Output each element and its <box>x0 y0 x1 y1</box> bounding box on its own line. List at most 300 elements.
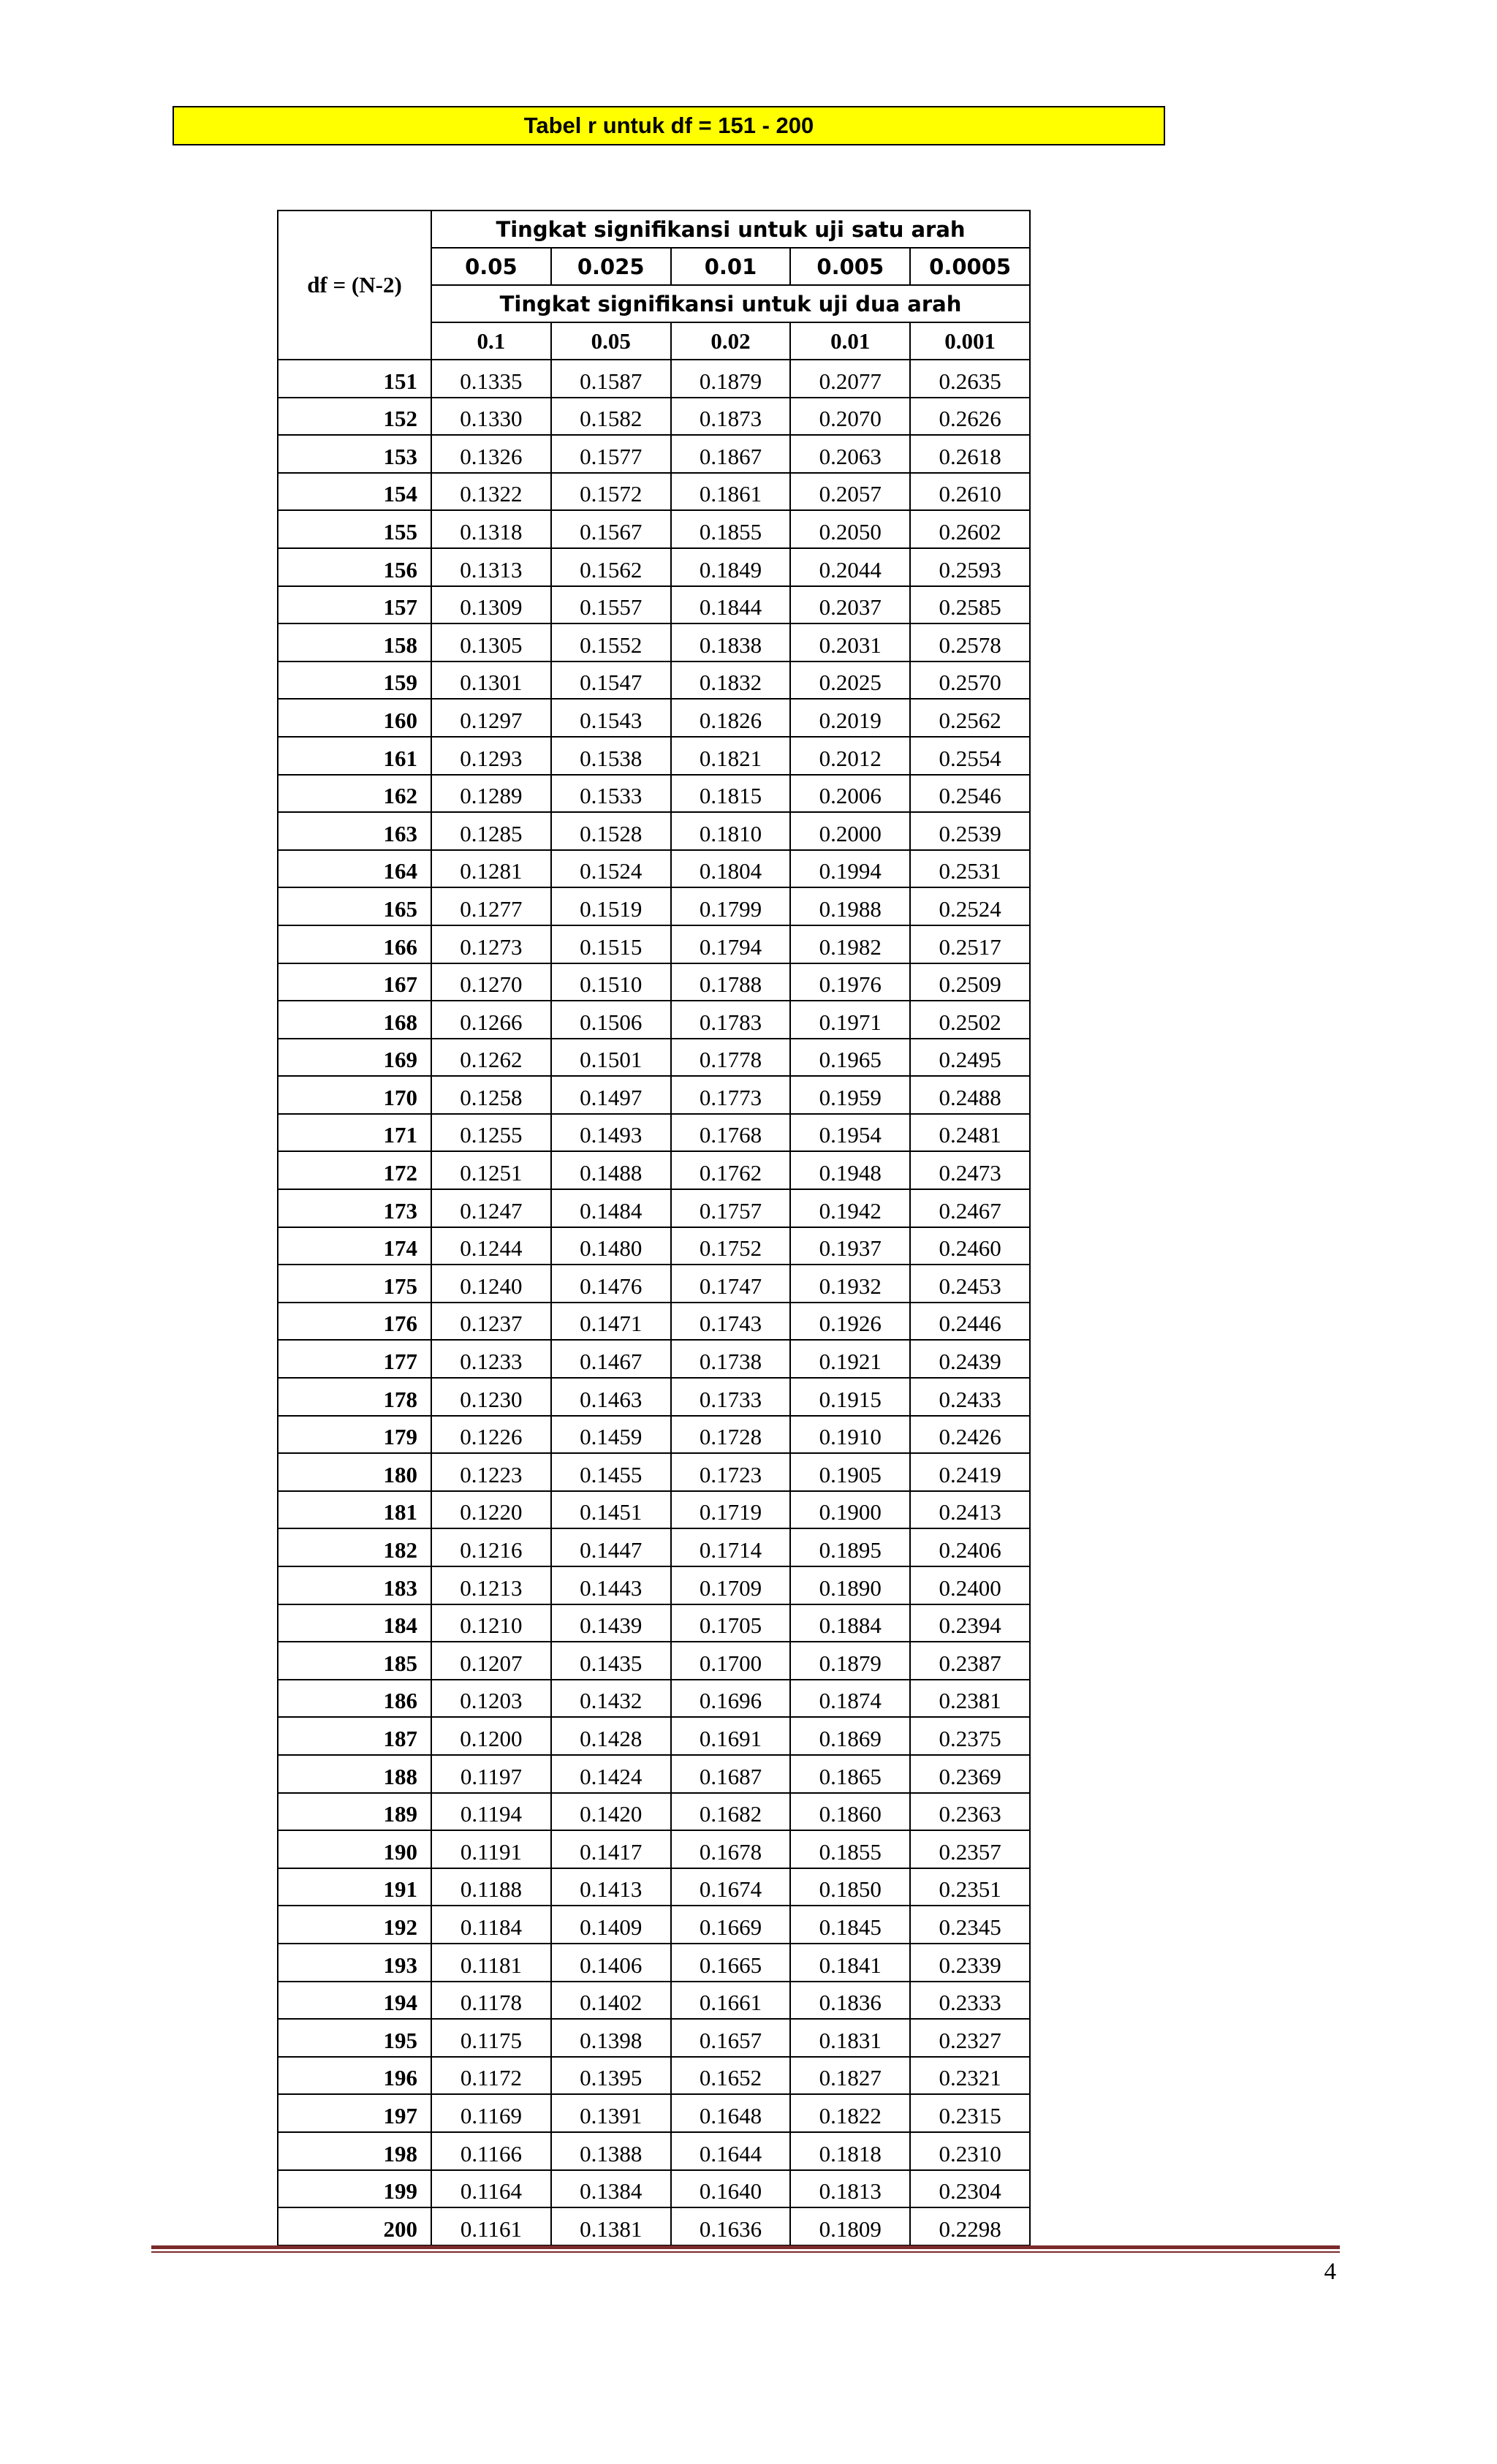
r-value: 0.1932 <box>790 1265 910 1303</box>
table-row <box>278 1566 1030 1604</box>
r-value: 0.1921 <box>790 1340 910 1378</box>
r-value: 0.1873 <box>671 398 791 436</box>
table-row <box>278 1453 1030 1491</box>
r-value: 0.1747 <box>671 1265 791 1303</box>
r-value: 0.1971 <box>790 1001 910 1039</box>
table-row <box>278 510 1030 548</box>
df-value: 191 <box>278 1868 431 1906</box>
r-value: 0.2488 <box>910 1076 1030 1114</box>
r-value: 0.1277 <box>431 887 551 925</box>
r-value: 0.1273 <box>431 925 551 963</box>
r-value: 0.1733 <box>671 1378 791 1416</box>
df-value: 181 <box>278 1491 431 1529</box>
r-value: 0.1330 <box>431 398 551 436</box>
r-value: 0.1822 <box>790 2094 910 2132</box>
two-tail-level: 0.02 <box>671 322 791 360</box>
r-value: 0.1213 <box>431 1566 551 1604</box>
r-value: 0.1728 <box>671 1416 791 1454</box>
df-value: 166 <box>278 925 431 963</box>
r-value: 0.1773 <box>671 1076 791 1114</box>
table-row <box>278 1227 1030 1265</box>
table-row <box>278 360 1030 398</box>
r-value: 0.1709 <box>671 1566 791 1604</box>
df-value: 153 <box>278 435 431 473</box>
r-value: 0.1582 <box>551 398 671 436</box>
r-value: 0.2524 <box>910 887 1030 925</box>
r-value: 0.1237 <box>431 1303 551 1341</box>
r-value: 0.2333 <box>910 1982 1030 2020</box>
r-value: 0.2546 <box>910 775 1030 813</box>
r-value: 0.2446 <box>910 1303 1030 1341</box>
df-value: 176 <box>278 1303 431 1341</box>
df-value: 195 <box>278 2019 431 2057</box>
table-row <box>278 887 1030 925</box>
r-value: 0.2439 <box>910 1340 1030 1378</box>
r-value: 0.2610 <box>910 473 1030 511</box>
df-value: 196 <box>278 2057 431 2095</box>
r-value: 0.2570 <box>910 662 1030 700</box>
r-value: 0.1439 <box>551 1604 671 1642</box>
df-value: 169 <box>278 1039 431 1077</box>
r-value: 0.2394 <box>910 1604 1030 1642</box>
r-value: 0.1200 <box>431 1717 551 1755</box>
r-value: 0.1810 <box>671 812 791 850</box>
r-value: 0.2019 <box>790 699 910 737</box>
r-value: 0.1197 <box>431 1755 551 1793</box>
r-value: 0.2006 <box>790 775 910 813</box>
one-tail-label: Tingkat signifikansi untuk uji satu arah <box>431 211 1030 248</box>
r-value: 0.1838 <box>671 623 791 662</box>
r-value: 0.2473 <box>910 1151 1030 1189</box>
df-value: 193 <box>278 1944 431 1982</box>
table-row <box>278 1378 1030 1416</box>
r-value: 0.1207 <box>431 1642 551 1680</box>
table-row <box>278 435 1030 473</box>
r-value: 0.2635 <box>910 360 1030 398</box>
df-value: 157 <box>278 586 431 624</box>
r-value: 0.1657 <box>671 2019 791 2057</box>
r-value: 0.1557 <box>551 586 671 624</box>
r-value: 0.1948 <box>790 1151 910 1189</box>
df-header: df = (N-2) <box>278 211 431 360</box>
r-value: 0.1813 <box>790 2170 910 2208</box>
table-row <box>278 1868 1030 1906</box>
r-value: 0.2406 <box>910 1528 1030 1566</box>
df-value: 198 <box>278 2132 431 2170</box>
df-value: 184 <box>278 1604 431 1642</box>
r-value: 0.1384 <box>551 2170 671 2208</box>
r-value: 0.1926 <box>790 1303 910 1341</box>
r-value: 0.1178 <box>431 1982 551 2020</box>
df-value: 165 <box>278 887 431 925</box>
r-value: 0.1297 <box>431 699 551 737</box>
r-value: 0.1954 <box>790 1114 910 1152</box>
r-value: 0.1164 <box>431 2170 551 2208</box>
table-row <box>278 1340 1030 1378</box>
table-row <box>278 1528 1030 1566</box>
r-value: 0.1181 <box>431 1944 551 1982</box>
table-row <box>278 1944 1030 1982</box>
r-value: 0.1293 <box>431 737 551 775</box>
table-row <box>278 1982 1030 2020</box>
r-value: 0.1915 <box>790 1378 910 1416</box>
r-value: 0.1640 <box>671 2170 791 2208</box>
df-value: 151 <box>278 360 431 398</box>
r-value: 0.1166 <box>431 2132 551 2170</box>
df-value: 180 <box>278 1453 431 1491</box>
r-value: 0.1175 <box>431 2019 551 2057</box>
df-value: 200 <box>278 2207 431 2245</box>
df-value: 183 <box>278 1566 431 1604</box>
r-value: 0.2351 <box>910 1868 1030 1906</box>
df-value: 163 <box>278 812 431 850</box>
r-value: 0.2025 <box>790 662 910 700</box>
one-tail-level: 0.0005 <box>910 248 1030 285</box>
r-value: 0.1519 <box>551 887 671 925</box>
r-value: 0.1172 <box>431 2057 551 2095</box>
table-row <box>278 1717 1030 1755</box>
table-row <box>278 2019 1030 2057</box>
df-value: 154 <box>278 473 431 511</box>
r-value: 0.1678 <box>671 1830 791 1868</box>
r-value: 0.1831 <box>790 2019 910 2057</box>
r-value: 0.2369 <box>910 1755 1030 1793</box>
df-value: 172 <box>278 1151 431 1189</box>
r-value: 0.1562 <box>551 548 671 586</box>
r-value: 0.1669 <box>671 1906 791 1944</box>
r-value: 0.2031 <box>790 623 910 662</box>
r-value: 0.2495 <box>910 1039 1030 1077</box>
df-value: 155 <box>278 510 431 548</box>
df-value: 197 <box>278 2094 431 2132</box>
r-value: 0.2626 <box>910 398 1030 436</box>
r-value: 0.1510 <box>551 963 671 1001</box>
r-value: 0.1533 <box>551 775 671 813</box>
table-row <box>278 1151 1030 1189</box>
document-title: Tabel r untuk df = 151 - 200 <box>173 106 1165 145</box>
r-value: 0.1266 <box>431 1001 551 1039</box>
df-value: 162 <box>278 775 431 813</box>
footer-rule-thin <box>151 2251 1340 2253</box>
r-value: 0.1937 <box>790 1227 910 1265</box>
r-value: 0.1322 <box>431 473 551 511</box>
r-value: 0.1493 <box>551 1114 671 1152</box>
table-row <box>278 1793 1030 1831</box>
table-row <box>278 737 1030 775</box>
r-value: 0.2562 <box>910 699 1030 737</box>
r-value: 0.2453 <box>910 1265 1030 1303</box>
df-value: 168 <box>278 1001 431 1039</box>
r-value: 0.1714 <box>671 1528 791 1566</box>
r-value: 0.2298 <box>910 2207 1030 2245</box>
r-value: 0.1827 <box>790 2057 910 2095</box>
table-row <box>278 1114 1030 1152</box>
r-value: 0.1652 <box>671 2057 791 2095</box>
table-row <box>278 1642 1030 1680</box>
r-value: 0.1309 <box>431 586 551 624</box>
r-value: 0.1305 <box>431 623 551 662</box>
table-row <box>278 548 1030 586</box>
r-value: 0.1783 <box>671 1001 791 1039</box>
r-value: 0.1417 <box>551 1830 671 1868</box>
table-row <box>278 963 1030 1001</box>
r-value: 0.1497 <box>551 1076 671 1114</box>
r-value: 0.1826 <box>671 699 791 737</box>
r-value: 0.1910 <box>790 1416 910 1454</box>
df-value: 158 <box>278 623 431 662</box>
two-tail-level: 0.001 <box>910 322 1030 360</box>
r-value: 0.1665 <box>671 1944 791 1982</box>
r-value: 0.1799 <box>671 887 791 925</box>
r-value: 0.1515 <box>551 925 671 963</box>
r-value: 0.2413 <box>910 1491 1030 1529</box>
r-value: 0.1723 <box>671 1453 791 1491</box>
r-value: 0.1682 <box>671 1793 791 1831</box>
r-value: 0.1395 <box>551 2057 671 2095</box>
r-value: 0.1216 <box>431 1528 551 1566</box>
r-value: 0.1524 <box>551 850 671 888</box>
r-value: 0.1965 <box>790 1039 910 1077</box>
r-value: 0.2502 <box>910 1001 1030 1039</box>
r-value: 0.1258 <box>431 1076 551 1114</box>
r-value: 0.1705 <box>671 1604 791 1642</box>
r-value: 0.1874 <box>790 1680 910 1718</box>
r-value: 0.1648 <box>671 2094 791 2132</box>
r-value: 0.2315 <box>910 2094 1030 2132</box>
r-value: 0.1844 <box>671 586 791 624</box>
r-value: 0.2363 <box>910 1793 1030 1831</box>
r-value: 0.1552 <box>551 623 671 662</box>
r-value: 0.1223 <box>431 1453 551 1491</box>
r-value: 0.2531 <box>910 850 1030 888</box>
r-value: 0.1443 <box>551 1566 671 1604</box>
table-row <box>278 1189 1030 1227</box>
one-tail-level: 0.05 <box>431 248 551 285</box>
one-tail-level: 0.025 <box>551 248 671 285</box>
r-value: 0.2433 <box>910 1378 1030 1416</box>
r-value: 0.1994 <box>790 850 910 888</box>
r-value: 0.1388 <box>551 2132 671 2170</box>
r-value: 0.1841 <box>790 1944 910 1982</box>
r-value: 0.1409 <box>551 1906 671 1944</box>
r-value: 0.2381 <box>910 1680 1030 1718</box>
r-value: 0.1567 <box>551 510 671 548</box>
r-value: 0.1432 <box>551 1680 671 1718</box>
df-value: 189 <box>278 1793 431 1831</box>
r-value: 0.2037 <box>790 586 910 624</box>
r-value: 0.1836 <box>790 1982 910 2020</box>
r-value: 0.1420 <box>551 1793 671 1831</box>
r-value: 0.1988 <box>790 887 910 925</box>
r-value: 0.1402 <box>551 1982 671 2020</box>
r-value: 0.1247 <box>431 1189 551 1227</box>
r-value: 0.1818 <box>790 2132 910 2170</box>
r-value: 0.1976 <box>790 963 910 1001</box>
r-value: 0.2304 <box>910 2170 1030 2208</box>
df-value: 171 <box>278 1114 431 1152</box>
df-value: 192 <box>278 1906 431 1944</box>
r-value: 0.1879 <box>790 1642 910 1680</box>
r-value: 0.1743 <box>671 1303 791 1341</box>
df-value: 199 <box>278 2170 431 2208</box>
r-value: 0.2057 <box>790 473 910 511</box>
r-value: 0.2339 <box>910 1944 1030 1982</box>
table-row <box>278 1416 1030 1454</box>
r-value: 0.1220 <box>431 1491 551 1529</box>
r-value: 0.1285 <box>431 812 551 850</box>
r-value: 0.2070 <box>790 398 910 436</box>
df-value: 178 <box>278 1378 431 1416</box>
r-value: 0.1577 <box>551 435 671 473</box>
df-value: 159 <box>278 662 431 700</box>
r-value: 0.1644 <box>671 2132 791 2170</box>
r-value: 0.1459 <box>551 1416 671 1454</box>
r-value: 0.1636 <box>671 2207 791 2245</box>
table-row <box>278 398 1030 436</box>
table-row <box>278 623 1030 662</box>
r-value: 0.2517 <box>910 925 1030 963</box>
table-row <box>278 1039 1030 1077</box>
r-value: 0.1424 <box>551 1755 671 1793</box>
r-value: 0.1255 <box>431 1114 551 1152</box>
df-value: 175 <box>278 1265 431 1303</box>
r-value: 0.1476 <box>551 1265 671 1303</box>
r-table <box>277 210 1031 2246</box>
r-value: 0.1240 <box>431 1265 551 1303</box>
r-value: 0.2321 <box>910 2057 1030 2095</box>
r-value: 0.1467 <box>551 1340 671 1378</box>
r-value: 0.1905 <box>790 1453 910 1491</box>
table-row <box>278 699 1030 737</box>
table-row <box>278 473 1030 511</box>
r-value: 0.1696 <box>671 1680 791 1718</box>
two-tail-level: 0.05 <box>551 322 671 360</box>
r-value: 0.1528 <box>551 812 671 850</box>
r-value: 0.1194 <box>431 1793 551 1831</box>
r-value: 0.2400 <box>910 1566 1030 1604</box>
table-row <box>278 812 1030 850</box>
r-value: 0.2310 <box>910 2132 1030 2170</box>
r-value: 0.2539 <box>910 812 1030 850</box>
table-row <box>278 1680 1030 1718</box>
r-value: 0.1809 <box>790 2207 910 2245</box>
r-value: 0.1850 <box>790 1868 910 1906</box>
r-value: 0.1301 <box>431 662 551 700</box>
two-tail-level: 0.01 <box>790 322 910 360</box>
table-row <box>278 775 1030 813</box>
r-value: 0.2000 <box>790 812 910 850</box>
r-value: 0.2375 <box>910 1717 1030 1755</box>
r-value: 0.1865 <box>790 1755 910 1793</box>
two-tail-level: 0.1 <box>431 322 551 360</box>
r-value: 0.1778 <box>671 1039 791 1077</box>
df-value: 187 <box>278 1717 431 1755</box>
r-value: 0.2554 <box>910 737 1030 775</box>
table-row <box>278 2170 1030 2208</box>
r-value: 0.1587 <box>551 360 671 398</box>
r-value: 0.1869 <box>790 1717 910 1755</box>
r-value: 0.1788 <box>671 963 791 1001</box>
r-value: 0.2012 <box>790 737 910 775</box>
r-value: 0.1738 <box>671 1340 791 1378</box>
r-value: 0.1884 <box>790 1604 910 1642</box>
r-value: 0.1435 <box>551 1642 671 1680</box>
r-value: 0.1506 <box>551 1001 671 1039</box>
df-value: 161 <box>278 737 431 775</box>
r-value: 0.1942 <box>790 1189 910 1227</box>
r-value: 0.1406 <box>551 1944 671 1982</box>
table-row <box>278 1906 1030 1944</box>
r-value: 0.1543 <box>551 699 671 737</box>
r-value: 0.1855 <box>671 510 791 548</box>
r-value: 0.2387 <box>910 1642 1030 1680</box>
r-value: 0.1191 <box>431 1830 551 1868</box>
df-value: 173 <box>278 1189 431 1227</box>
df-value: 186 <box>278 1680 431 1718</box>
r-value: 0.2426 <box>910 1416 1030 1454</box>
r-value: 0.1244 <box>431 1227 551 1265</box>
df-value: 170 <box>278 1076 431 1114</box>
r-value: 0.1335 <box>431 360 551 398</box>
r-value: 0.2481 <box>910 1114 1030 1152</box>
table-row <box>278 1491 1030 1529</box>
df-value: 182 <box>278 1528 431 1566</box>
r-value: 0.1804 <box>671 850 791 888</box>
r-value: 0.1572 <box>551 473 671 511</box>
r-value: 0.1233 <box>431 1340 551 1378</box>
r-value: 0.1169 <box>431 2094 551 2132</box>
r-value: 0.1752 <box>671 1227 791 1265</box>
table-row <box>278 1265 1030 1303</box>
r-value: 0.1488 <box>551 1151 671 1189</box>
r-value: 0.2509 <box>910 963 1030 1001</box>
r-value: 0.2345 <box>910 1906 1030 1944</box>
r-value: 0.1861 <box>671 473 791 511</box>
r-value: 0.1959 <box>790 1076 910 1114</box>
df-value: 174 <box>278 1227 431 1265</box>
r-value: 0.1471 <box>551 1303 671 1341</box>
r-value: 0.1867 <box>671 435 791 473</box>
r-value: 0.2063 <box>790 435 910 473</box>
r-value: 0.1226 <box>431 1416 551 1454</box>
df-value: 179 <box>278 1416 431 1454</box>
df-value: 190 <box>278 1830 431 1868</box>
r-value: 0.2460 <box>910 1227 1030 1265</box>
page-number: 4 <box>1324 2259 1336 2285</box>
table-row <box>278 1604 1030 1642</box>
table-row <box>278 1830 1030 1868</box>
r-value: 0.1890 <box>790 1566 910 1604</box>
r-value: 0.2044 <box>790 548 910 586</box>
table-row <box>278 1076 1030 1114</box>
df-value: 152 <box>278 398 431 436</box>
r-value: 0.1413 <box>551 1868 671 1906</box>
table-row <box>278 586 1030 624</box>
r-value: 0.1455 <box>551 1453 671 1491</box>
r-value: 0.1538 <box>551 737 671 775</box>
r-value: 0.1210 <box>431 1604 551 1642</box>
r-value: 0.1318 <box>431 510 551 548</box>
r-value: 0.1447 <box>551 1528 671 1566</box>
r-value: 0.1879 <box>671 360 791 398</box>
r-value: 0.1251 <box>431 1151 551 1189</box>
r-value: 0.2327 <box>910 2019 1030 2057</box>
r-value: 0.1270 <box>431 963 551 1001</box>
r-value: 0.1398 <box>551 2019 671 2057</box>
table-row <box>278 2132 1030 2170</box>
table-row <box>278 1755 1030 1793</box>
table-row <box>278 1303 1030 1341</box>
